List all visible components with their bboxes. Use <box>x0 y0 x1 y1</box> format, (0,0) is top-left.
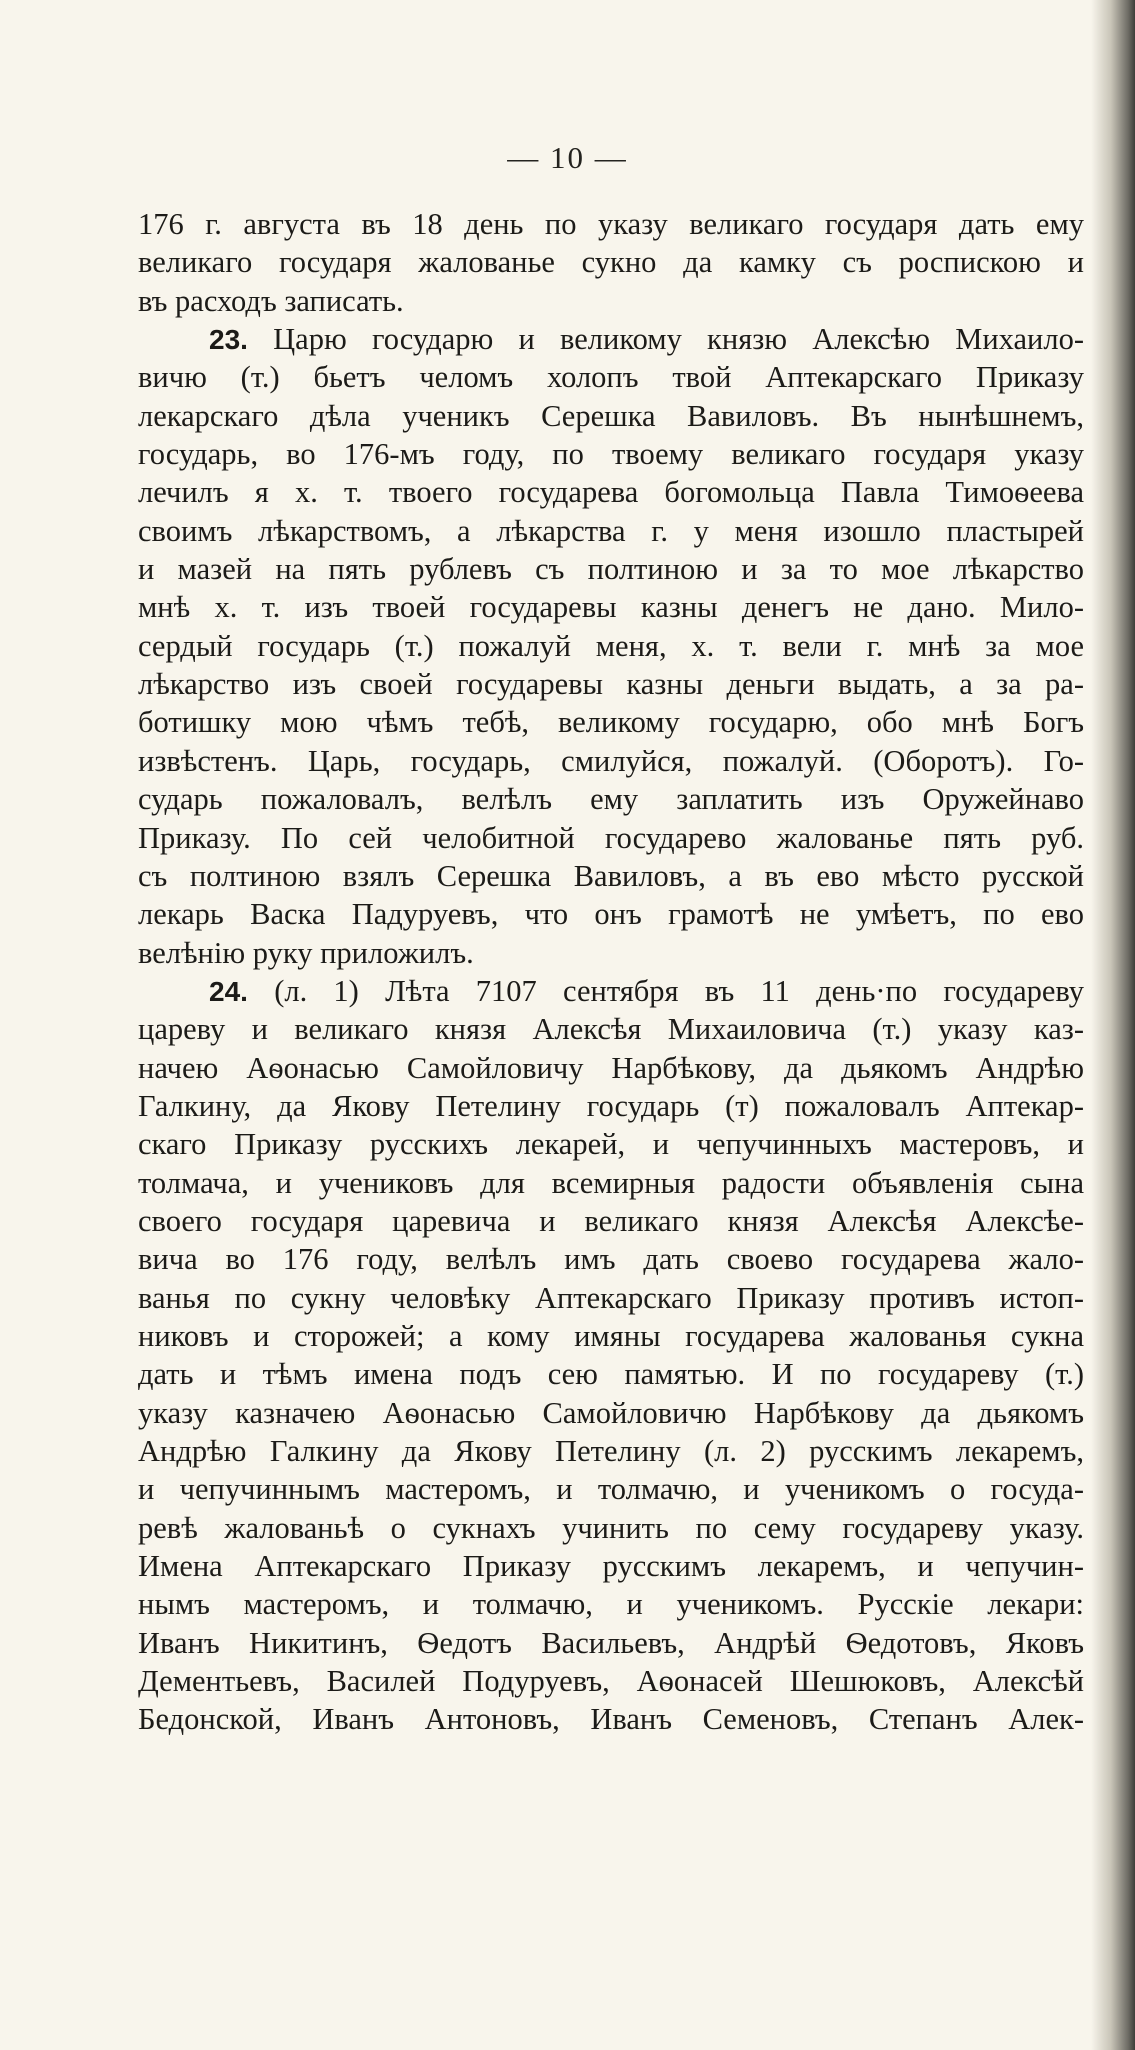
text-line <box>138 780 1084 818</box>
line-text: лекарь Васка Падуруевъ, что онъ грамотѣ не умѣетъ, по ево <box>138 897 1084 932</box>
text-line <box>138 857 1084 895</box>
text-line <box>138 1509 1084 1547</box>
text-line <box>138 1432 1084 1470</box>
paragraph-start-line <box>138 320 1084 358</box>
line-text: государь, во 176-мъ году, по твоему великаго государя указу <box>138 437 1084 472</box>
line-text: нымъ мастеромъ, и толмачю, и ученикомъ. Русскіе лекари: <box>138 1587 1084 1622</box>
line-text: указу казначею Аѳонасью Самойловичю Нарбѣкову да дьякомъ <box>138 1395 1084 1430</box>
text-line <box>138 1585 1084 1623</box>
line-text: скаго Приказу русскихъ лекарей, и чепучинныхъ мастеровъ, и <box>138 1127 1084 1162</box>
text-line <box>138 1087 1084 1125</box>
line-text: Царю государю и великому князю Алексѣю Михаило- <box>273 322 1084 357</box>
line-text: вича во 176 году, велѣлъ имъ дать своево государева жало- <box>138 1242 1084 1277</box>
body-text <box>138 205 1084 1739</box>
text-line <box>138 397 1084 435</box>
line-text: Иванъ Никитинъ, Ѳедотъ Васильевъ, Андрѣй Ѳедотовъ, Яковъ <box>138 1625 1084 1660</box>
text-line <box>138 243 1084 281</box>
line-text: толмача, и учениковъ для всемирныя радости объявленія сына <box>138 1165 1084 1200</box>
line-text: вичю (т.) бьетъ челомъ холопъ твой Аптекарскаго Приказу <box>138 360 1084 395</box>
text-line <box>138 1279 1084 1317</box>
line-text: Бедонской, Иванъ Антоновъ, Иванъ Семеновъ, Степанъ Алек- <box>138 1702 1084 1737</box>
line-text: мнѣ х. т. изъ твоей государевы казны денегъ не дано. Мило- <box>138 590 1084 625</box>
text-line <box>138 1470 1084 1508</box>
line-text: никовъ и сторожей; а кому имяны государева жалованья сукна <box>138 1318 1084 1353</box>
text-line <box>138 1547 1084 1585</box>
line-text: ванья по сукну человѣку Аптекарскаго Приказу противъ истоп- <box>138 1280 1084 1315</box>
line-text: ботишку мою чѣмъ тебѣ, великому государю, обо мнѣ Богъ <box>138 705 1084 740</box>
line-text: Дементьевъ, Василей Подуруевъ, Аѳонасей Шешюковъ, Алексѣй <box>138 1664 1084 1699</box>
line-text: велѣнію руку приложилъ. <box>138 935 474 970</box>
text-line <box>138 703 1084 741</box>
line-text: Галкину, да Якову Петелину государь (т) пожаловалъ Аптекар- <box>138 1088 1084 1123</box>
text-line <box>138 1125 1084 1163</box>
text-line <box>138 588 1084 626</box>
text-line <box>138 1202 1084 1240</box>
line-text: своего государя царевича и великаго князя Алексѣя Алексѣе- <box>138 1203 1084 1238</box>
line-text: Андрѣю Галкину да Якову Петелину (л. 2) русскимъ лекаремъ, <box>138 1434 1084 1468</box>
text-line <box>138 1700 1084 1738</box>
text-line <box>138 205 1084 243</box>
line-text: лечилъ я х. т. твоего государева богомольца Павла Тимоѳеева <box>138 475 1084 510</box>
text-line <box>138 1662 1084 1700</box>
entry-number: 23. <box>209 324 248 356</box>
page-edge-shadow <box>1091 0 1135 2050</box>
line-text: Имена Аптекарскаго Приказу русскимъ лекаремъ, и чепучин- <box>138 1549 1084 1584</box>
line-text: лекарскаго дѣла ученикъ Серешка Вавиловъ. Въ нынѣшнемъ, <box>138 398 1084 433</box>
line-text: и мазей на пять рублевъ съ полтиною и за то мое лѣкарство <box>138 552 1084 587</box>
text-line <box>138 512 1084 550</box>
text-line <box>138 473 1084 511</box>
line-text: съ полтиною взялъ Серешка Вавиловъ, а въ ево мѣсто русской <box>138 858 1084 893</box>
text-line <box>138 1394 1084 1432</box>
text-line <box>138 1049 1084 1087</box>
line-text: сударь пожаловалъ, велѣлъ ему заплатить изъ Оружейнаво <box>138 782 1084 817</box>
text-line <box>138 665 1084 703</box>
text-line <box>138 1010 1084 1048</box>
text-line <box>138 1164 1084 1202</box>
line-text: и чепучиннымъ мастеромъ, и толмачю, и ученикомъ о госуда- <box>138 1472 1084 1507</box>
line-text: великаго государя жалованье сукно да камку съ роспискою и <box>138 245 1084 280</box>
line-text: начею Аѳонасью Самойловичу Нарбѣкову, да дьякомъ Андрѣю <box>138 1050 1084 1085</box>
text-line <box>138 1317 1084 1355</box>
line-text: въ расходъ записать. <box>138 283 404 318</box>
text-line <box>138 819 1084 857</box>
line-text: лѣкарство изъ своей государевы казны деньги выдать, а за ра- <box>138 667 1084 702</box>
text-line <box>138 742 1084 780</box>
text-line <box>138 282 1084 320</box>
entry-number: 24. <box>209 975 248 1007</box>
line-text: Приказу. По сей челобитной государево жалованье пять руб. <box>138 820 1084 855</box>
page-number: — 10 — <box>507 140 628 175</box>
text-line <box>138 1240 1084 1278</box>
paragraph-start-line <box>138 972 1084 1010</box>
text-line <box>138 934 1084 972</box>
text-line <box>138 1624 1084 1662</box>
text-line <box>138 895 1084 933</box>
text-line <box>138 1355 1084 1393</box>
line-text: (л. 1) Лѣта 7107 сентября въ 11 день·по государеву <box>274 973 1084 1008</box>
line-text: 176 г. августа въ 18 день по указу великаго государя дать ему <box>138 207 1084 241</box>
line-text: сердый государь (т.) пожалуй меня, х. т. вели г. мнѣ за мое <box>138 628 1084 663</box>
text-line <box>138 550 1084 588</box>
line-text: своимъ лѣкарствомъ, а лѣкарства г. у меня изошло пластырей <box>138 513 1084 548</box>
text-line <box>138 435 1084 473</box>
line-text: цареву и великаго князя Алексѣя Михаиловича (т.) указу каз- <box>138 1012 1084 1047</box>
line-text: извѣстенъ. Царь, государь, смилуйся, пожалуй. (Оборотъ). Го- <box>138 743 1084 778</box>
text-line <box>138 358 1084 396</box>
line-text: ревѣ жалованьѣ о сукнахъ учинить по сему государеву указу. <box>138 1510 1084 1545</box>
line-text: дать и тѣмъ имена подъ сею памятью. И по государеву (т.) <box>138 1357 1084 1392</box>
text-line <box>138 627 1084 665</box>
